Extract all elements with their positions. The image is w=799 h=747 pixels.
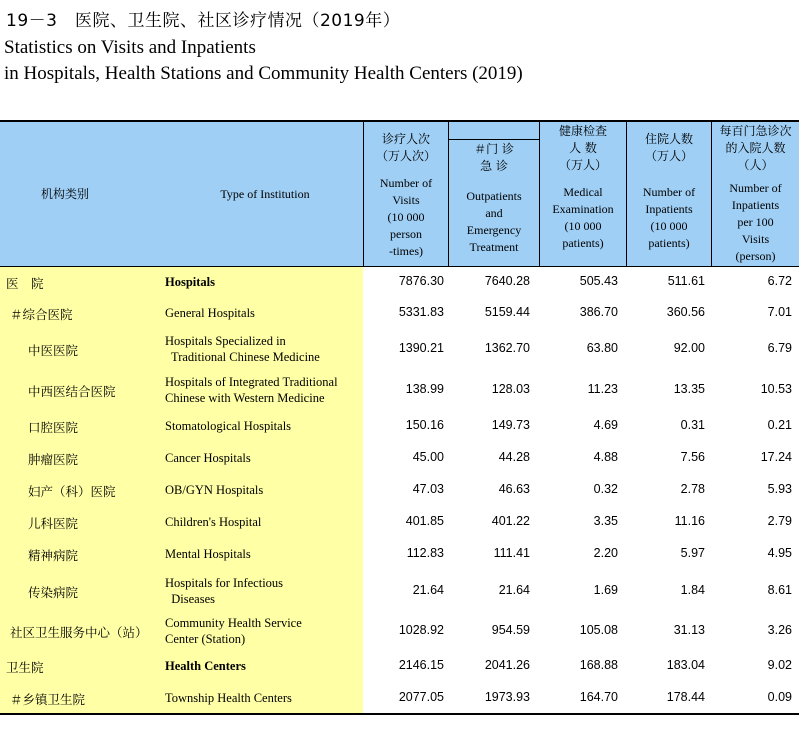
row-label-cn: 传染病院 — [28, 585, 79, 600]
table-row — [0, 689, 799, 707]
table-title-chinese: 19－3 医院、卫生院、社区诊疗情况（2019年） — [6, 11, 401, 31]
row-label-cn: 肿瘤医院 — [28, 452, 79, 467]
row-value: 360.56 — [666, 305, 705, 319]
row-value: 2077.05 — [398, 690, 444, 704]
row-value: 31.13 — [673, 623, 705, 637]
row-value: 1973.93 — [484, 690, 530, 704]
row-value: 149.73 — [491, 418, 530, 432]
header-inpatients-per-100-visits: 每百门急诊次 的入院人数 （人） Number of Inpatients per 100 Visits (person) — [719, 124, 792, 263]
row-label-cn: ＃乡镇卫生院 — [10, 692, 86, 707]
row-value: 11.16 — [674, 514, 705, 528]
row-value: 2146.15 — [398, 658, 444, 672]
row-label-cn: 卫生院 — [6, 660, 44, 675]
row-label-en: Township Health Centers — [165, 691, 292, 705]
header-type-cn: 机构类别 — [40, 187, 89, 201]
row-label-en: Hospitals — [165, 275, 216, 289]
row-value: 2.20 — [593, 546, 618, 560]
header-visits: 诊疗人次 （万人次） Number of Visits (10 000 person -times) — [375, 132, 436, 258]
table-bottom-rule — [0, 713, 799, 715]
row-value: 7.56 — [680, 450, 705, 464]
row-label-en: Community Health Service Center (Station) — [165, 616, 302, 646]
row-value: 4.69 — [593, 418, 618, 432]
header-bottom-line — [0, 266, 799, 267]
row-label-en: General Hospitals — [165, 306, 255, 320]
row-value: 0.09 — [767, 690, 792, 704]
row-label-cn: 中医医院 — [28, 343, 79, 358]
row-value: 1028.92 — [398, 623, 444, 637]
row-value: 183.04 — [666, 658, 705, 672]
row-label-cn: 口腔医院 — [28, 420, 79, 435]
header-outpatients: ＃门 诊 急 诊 Outpatients and Emergency Treatment — [466, 142, 522, 254]
row-value: 45.00 — [412, 450, 444, 464]
row-value: 92.00 — [673, 341, 705, 355]
row-label-en: Hospitals for Infectious Diseases — [165, 576, 284, 606]
row-value: 44.28 — [498, 450, 530, 464]
table-row — [0, 334, 799, 364]
table-row — [0, 304, 799, 322]
row-value: 2041.26 — [484, 658, 530, 672]
row-value: 3.26 — [767, 623, 792, 637]
table-row — [0, 375, 799, 405]
table-title-english-line1: Statistics on Visits and Inpatients — [4, 37, 256, 58]
row-label-cn: 妇产（科）医院 — [28, 484, 116, 499]
row-value: 21.64 — [498, 583, 530, 597]
row-value: 150.16 — [405, 418, 444, 432]
row-value: 8.61 — [767, 583, 792, 597]
row-value: 1362.70 — [484, 341, 530, 355]
row-label-cn: 儿科医院 — [28, 516, 79, 531]
row-value: 11.23 — [587, 382, 618, 396]
table-row — [0, 513, 799, 531]
row-value: 386.70 — [579, 305, 618, 319]
row-value: 168.88 — [579, 658, 618, 672]
table-row — [0, 449, 799, 467]
row-value: 1.84 — [680, 583, 705, 597]
row-label-cn: 精神病院 — [28, 548, 79, 563]
row-value: 2.78 — [680, 482, 705, 496]
row-value: 401.85 — [405, 514, 444, 528]
table-top-rule — [0, 120, 799, 122]
table-row — [0, 273, 799, 291]
row-value: 5.97 — [680, 546, 705, 560]
row-value: 46.63 — [498, 482, 530, 496]
table-row — [0, 545, 799, 563]
row-value: 0.21 — [767, 418, 792, 432]
row-value: 178.44 — [666, 690, 705, 704]
row-value: 3.35 — [593, 514, 618, 528]
row-value: 128.03 — [491, 382, 530, 396]
row-value: 17.24 — [760, 450, 792, 464]
row-value: 7640.28 — [484, 274, 530, 288]
row-value: 6.72 — [767, 274, 792, 288]
row-value: 0.32 — [593, 482, 618, 496]
row-value: 4.95 — [767, 546, 792, 560]
row-value: 2.79 — [767, 514, 792, 528]
row-label-cn: 社区卫生服务中心（站） — [10, 625, 148, 640]
table-row — [0, 657, 799, 675]
row-label-cn: 医 院 — [6, 276, 44, 291]
row-value: 164.70 — [579, 690, 618, 704]
row-value: 7876.30 — [398, 274, 444, 288]
header-type-en: Type of Institution — [220, 187, 310, 201]
row-value: 112.83 — [406, 546, 444, 560]
row-label-en: OB/GYN Hospitals — [165, 483, 264, 497]
row-value: 1.69 — [593, 583, 618, 597]
row-label-en: Stomatological Hospitals — [165, 419, 292, 433]
row-value: 5331.83 — [398, 305, 444, 319]
header-subgroup-line — [448, 139, 539, 140]
row-value: 21.64 — [412, 583, 444, 597]
row-value: 9.02 — [767, 658, 792, 672]
row-value: 6.79 — [767, 341, 792, 355]
table-row — [0, 481, 799, 499]
row-label-en: Children's Hospital — [165, 515, 262, 529]
row-value: 111.41 — [493, 546, 530, 560]
row-value: 13.35 — [673, 382, 705, 396]
row-value: 105.08 — [579, 623, 618, 637]
row-value: 505.43 — [579, 274, 618, 288]
row-value: 401.22 — [491, 514, 530, 528]
row-value: 138.99 — [405, 382, 444, 396]
row-value: 47.03 — [412, 482, 444, 496]
header-inpatients: 住院人数 （万人） Number of Inpatients (10 000 patients) — [642, 132, 696, 250]
header-medical-exam: 健康检查 人 数 （万人） Medical Examination (10 000 patients) — [552, 124, 614, 250]
row-label-cn: 中西医结合医院 — [28, 384, 116, 399]
row-value: 10.53 — [760, 382, 792, 396]
table-row — [0, 616, 799, 646]
table-row — [0, 576, 799, 606]
row-label-en: Mental Hospitals — [165, 547, 251, 561]
row-value: 954.59 — [491, 623, 530, 637]
row-value: 4.88 — [593, 450, 618, 464]
row-value: 0.31 — [680, 418, 705, 432]
row-value: 511.61 — [667, 274, 705, 288]
row-value: 63.80 — [586, 341, 618, 355]
row-value: 1390.21 — [398, 341, 444, 355]
row-label-en: Health Centers — [165, 659, 246, 673]
row-label-en: Hospitals of Integrated Traditional Chinese with Western Medicine — [165, 375, 338, 405]
row-value: 5159.44 — [484, 305, 530, 319]
row-label-cn: ＃综合医院 — [10, 307, 73, 322]
row-value: 7.01 — [767, 305, 792, 319]
table-title-english-line2: in Hospitals, Health Stations and Community Health Centers (2019) — [4, 63, 523, 84]
row-label-en: Hospitals Specialized in Traditional Chinese Medicine — [165, 334, 320, 364]
table-row — [0, 417, 799, 435]
row-label-en: Cancer Hospitals — [165, 451, 251, 465]
row-value: 5.93 — [767, 482, 792, 496]
